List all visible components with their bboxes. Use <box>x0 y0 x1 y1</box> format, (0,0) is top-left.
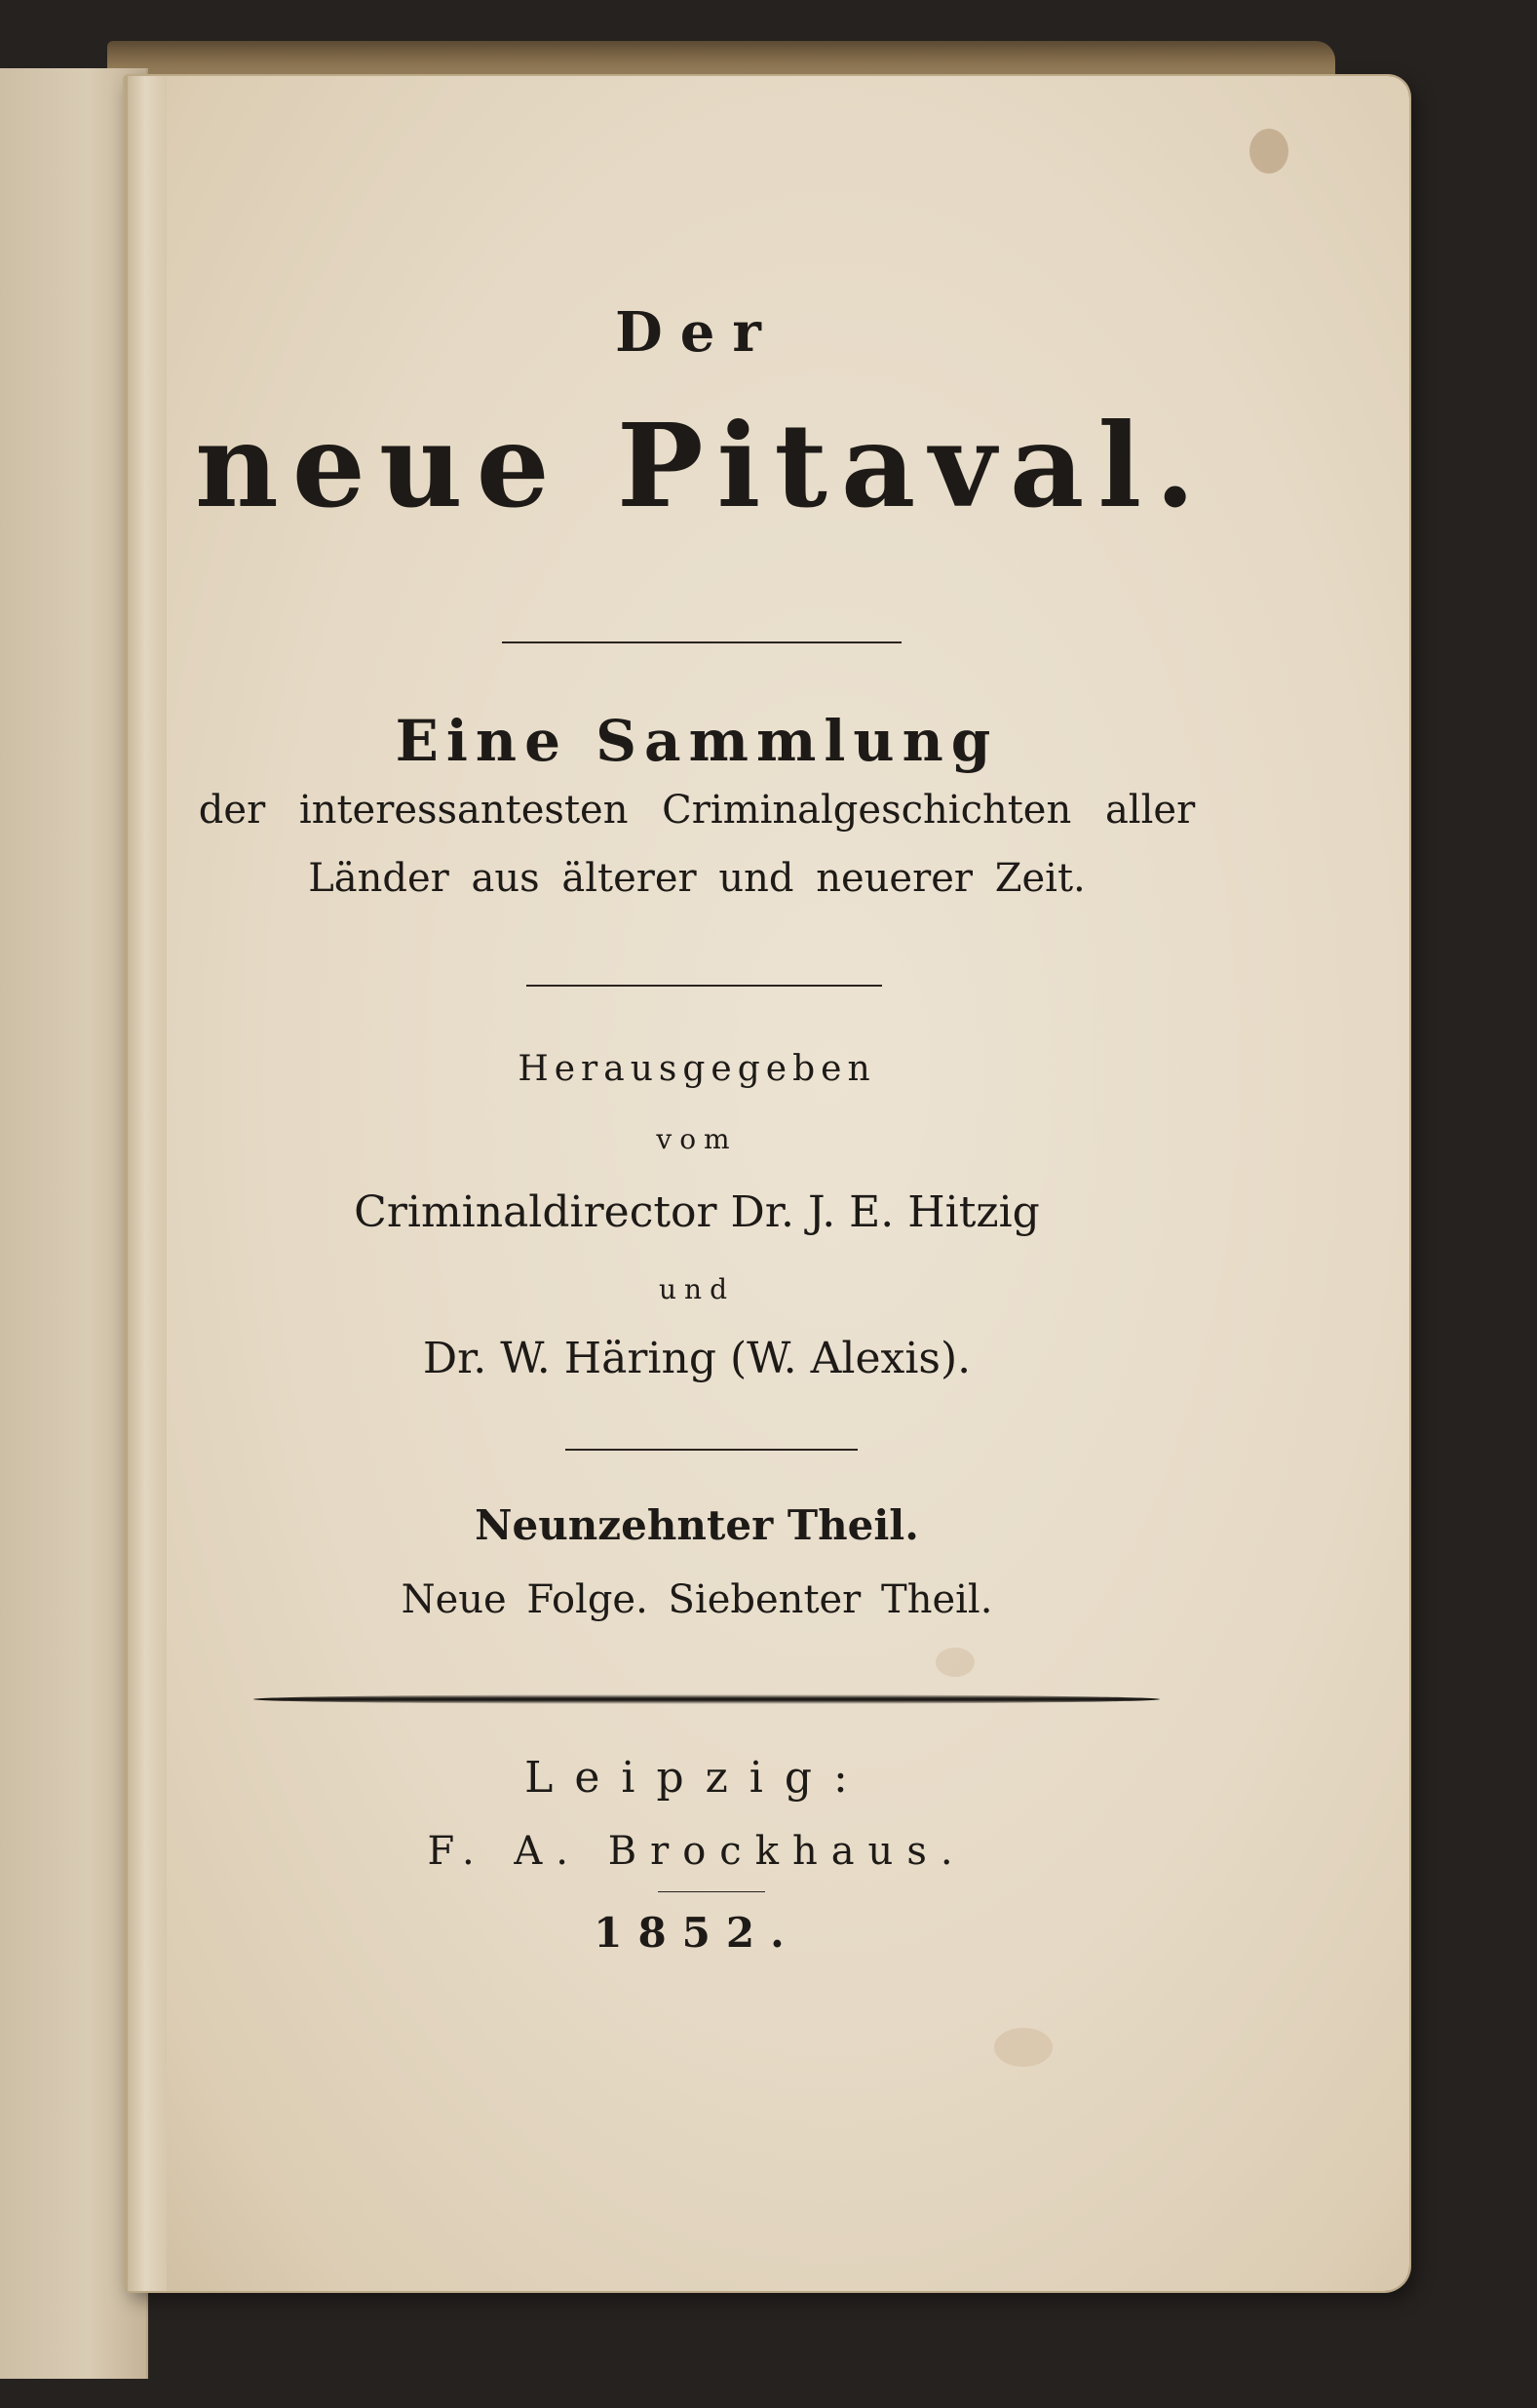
divider-rule <box>526 985 882 987</box>
page-gutter <box>125 76 167 2291</box>
title-article: Der <box>615 300 779 365</box>
editors-vom: vom <box>656 1123 738 1155</box>
divider-rule <box>502 641 902 643</box>
imprint-year: 1852. <box>594 1909 800 1957</box>
book-top-edge <box>107 41 1335 80</box>
page-title: neue Pitaval. <box>195 398 1210 533</box>
editor-haering: Dr. W. Häring (W. Alexis). <box>422 1334 972 1383</box>
subtitle-line-2: der interessantesten Criminalgeschichten aller <box>198 788 1196 833</box>
imprint-publisher: F. A. Brockhaus. <box>427 1829 967 1874</box>
subtitle-line-1: Eine Sammlung <box>395 708 999 774</box>
stain-mark <box>1249 129 1288 174</box>
title-page-text <box>195 76 1210 2291</box>
editors-intro: Herausgegeben <box>518 1049 876 1089</box>
divider-rule <box>565 1449 858 1451</box>
imprint-city: Leipzig: <box>524 1753 869 1803</box>
subtitle-line-3: Länder aus älterer und neuerer Zeit. <box>308 856 1086 901</box>
heavy-divider-rule <box>253 1694 1160 1704</box>
editors-und: und <box>659 1273 735 1305</box>
volume-series: Neue Folge. Siebenter Theil. <box>401 1577 993 1622</box>
editor-hitzig: Criminaldirector Dr. J. E. Hitzig <box>354 1187 1040 1237</box>
divider-rule <box>658 1891 765 1892</box>
volume-part: Neunzehnter Theil. <box>475 1501 919 1549</box>
